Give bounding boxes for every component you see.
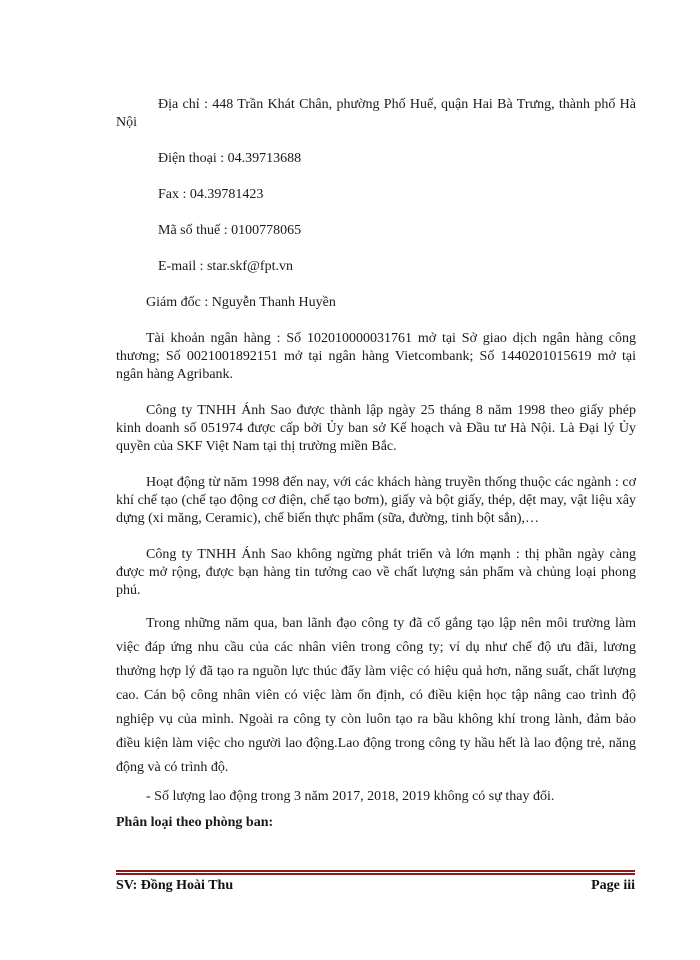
footer-rule-top <box>116 870 635 872</box>
footer-page-number: Page iii <box>591 878 635 893</box>
company-activity-paragraph: Hoạt động từ năm 1998 đến nay, với các khách hàng truyền thống thuộc các ngành : cơ khí chế tạo (chế tạo động cơ điện, chế tạo bơm), giấy và bột giấy, thép, dệt may, vật liệu xây dựng (xi măng, Ceramic), chế biến thực phẩm (sữa, đường, tinh bột sắn),… <box>116 475 636 526</box>
company-phone: Điện thoại : 04.39713688 <box>158 151 302 166</box>
document-body <box>116 96 636 832</box>
company-director: Giám đốc : Nguyễn Thanh Huyền <box>146 295 336 310</box>
company-tax-code: Mã số thuế : 0100778065 <box>158 223 302 238</box>
company-growth-paragraph: Công ty TNHH Ánh Sao không ngừng phát triển và lớn mạnh : thị phần ngày càng được mở rộng, được bạn hàng tin tưởng cao về chất lượng sản phẩm và chủng loại phong phú. <box>116 547 636 598</box>
page-footer <box>116 878 635 894</box>
footer-rule-bottom <box>116 873 635 875</box>
company-address: Địa chỉ : 448 Trần Khát Chân, phường Phố Huế, quận Hai Bà Trưng, thành phố Hà Nội <box>116 97 636 130</box>
staff-change-note: - Số lượng lao động trong 3 năm 2017, 2018, 2019 không có sự thay đổi. <box>146 789 555 804</box>
bank-accounts-paragraph: Tài khoản ngân hàng : Số 102010000031761 mở tại Sở giao dịch ngân hàng công thương; Số 0021001892151 mở tại ngân hàng Vietcombank; Số 1440201015619 mở tại ngân hàng Agribank. <box>116 331 636 382</box>
department-classification-heading: Phân loại theo phòng ban: <box>116 815 274 830</box>
footer-student-name: SV: Đồng Hoài Thu <box>116 878 234 893</box>
company-email: E-mail : star.skf@fpt.vn <box>158 259 293 274</box>
staff-paragraph: Trong những năm qua, ban lãnh đạo công ty đã cố gắng tạo lập nên môi trường làm việc đáp ứng nhu cầu của các nhân viên trong công ty; ví dụ như chế độ ưu đãi, lương thưởng hợp lý đã tạo ra nguồn lực thúc đẩy làm việc có hiệu quả hơn, năng suất, chất lượng cao. Cán bộ công nhân viên có việc làm ổn định, có điều kiện học tập nâng cao trình độ nghiệp vụ của mình. Ngoài ra công ty còn luôn tạo ra bầu không khí trong lành, đảm bảo điều kiện làm việc cho người lao động.Lao động trong công ty hầu hết là lao động trẻ, năng động và có trình độ. <box>116 616 636 775</box>
company-intro-paragraph: Công ty TNHH Ánh Sao được thành lập ngày 25 tháng 8 năm 1998 theo giấy phép kinh doanh số 051974 được cấp bởi Ủy ban sở Kế hoạch và Đầu tư Hà Nội. Là Đại lý Ủy quyền của SKF Việt Nam tại thị trường miền Bắc. <box>116 403 636 454</box>
company-fax: Fax : 04.39781423 <box>158 187 264 202</box>
